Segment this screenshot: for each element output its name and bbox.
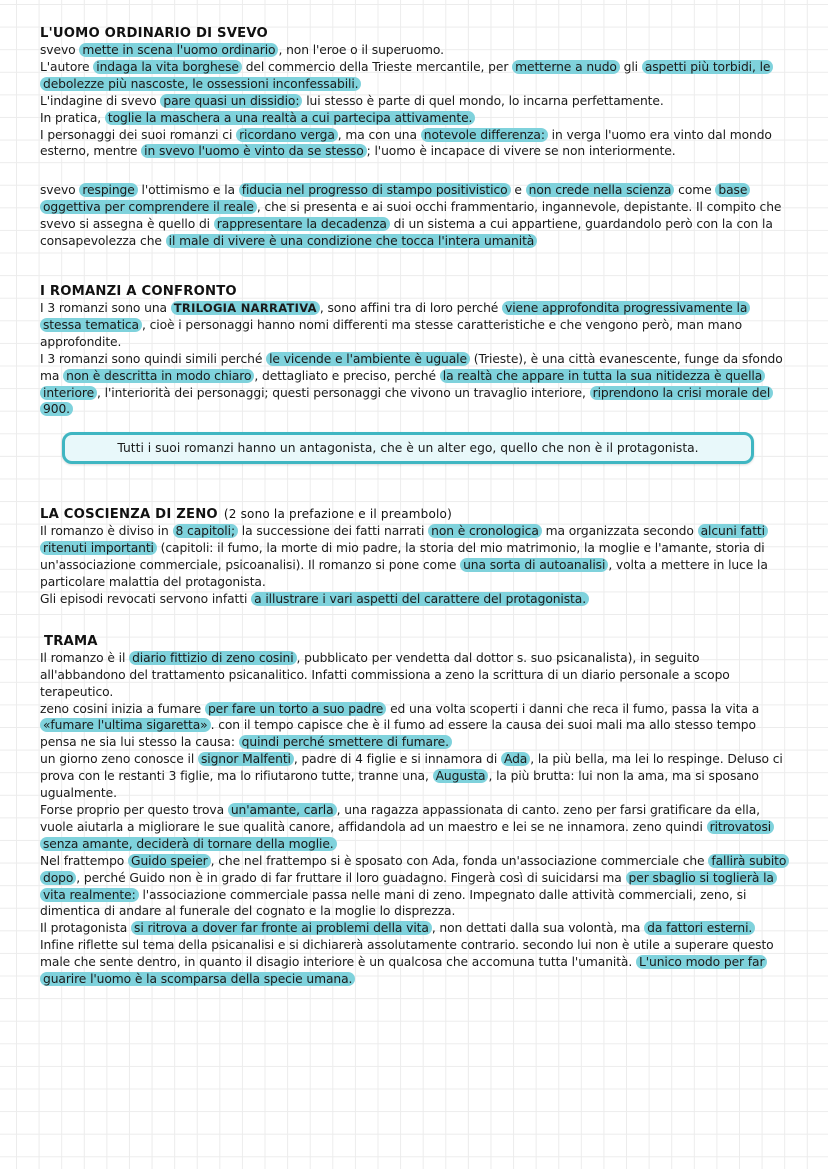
section-romanzi-confronto bbox=[40, 284, 788, 464]
section-subtitle: (2 sono la prefazione e il preambolo) bbox=[223, 507, 452, 522]
text-run: e bbox=[510, 183, 526, 198]
highlighted-text: viene approfondita progressivamente la stessa tematica bbox=[40, 301, 750, 332]
text-run: Il romanzo è diviso in bbox=[40, 524, 173, 539]
highlighted-text: per sbaglio si toglierà la vita realmente: bbox=[40, 871, 777, 902]
text-run: come bbox=[674, 183, 716, 198]
text-run: Il protagonista bbox=[40, 921, 132, 936]
text-run: l'ottimismo e la bbox=[137, 183, 239, 198]
highlighted-text: respinge bbox=[79, 183, 137, 197]
text-run: ed una volta scoperti i danni che reca il fumo, passa la vita a bbox=[386, 701, 760, 716]
highlighted-text: si ritrova a dover far fronte ai problemi della vita bbox=[131, 921, 432, 935]
text-run: , non dettati dalla sua volontà, ma bbox=[431, 921, 645, 936]
text-run: gli bbox=[619, 59, 642, 74]
paragraph bbox=[40, 182, 788, 250]
text-run: lui stesso è parte di quel mondo, lo incarna perfettamente. bbox=[302, 93, 664, 108]
highlighted-text: rappresentare la decadenza bbox=[214, 217, 390, 231]
text-run: Il romanzo è il bbox=[40, 650, 130, 665]
highlighted-text: a illustrare i vari aspetti del carattere del protagonista. bbox=[251, 592, 589, 606]
text-run: Nel frattempo bbox=[40, 853, 129, 868]
text-run: , cioè i personaggi hanno nomi differenti ma stesse caratteristiche e che vengono però, man mano approfondite. bbox=[40, 317, 743, 349]
text-run: ma organizzata secondo bbox=[541, 524, 698, 539]
text-run: , perché Guido non è in grado di far fruttare il loro guadagno. Fingerà così di suicidarsi ma bbox=[76, 870, 626, 885]
text-run: , una ragazza appassionata di canto. zeno per farsi gratificare da ella, vuole aiutarla a migliorare le sue qualità canore, affidandola ad un maestro e lei se ne innamora. zeno quindi bbox=[40, 803, 760, 834]
text-run: Gli episodi revocati servono infatti bbox=[40, 591, 252, 606]
highlighted-text: non è descritta in modo chiaro bbox=[63, 369, 254, 383]
highlighted-text: fallirà subito dopo bbox=[40, 854, 789, 885]
highlighted-text: Guido speier bbox=[128, 854, 211, 868]
section-title: I ROMANZI A CONFRONTO bbox=[40, 283, 237, 299]
section-title: L'UOMO ORDINARIO DI SVEVO bbox=[40, 26, 268, 41]
highlighted-text: notevole differenza: bbox=[421, 128, 548, 142]
text-run: l'associazione commerciale passa nelle mani di zeno. Impegnato dalle attività commerciali, zeno, si dimentica di andare al funerale del cognato e la moglie lo disprezza. bbox=[40, 887, 747, 919]
highlighted-text: fiducia nel progresso di stampo positivistico bbox=[239, 183, 511, 197]
text-run: L'indagine di svevo bbox=[40, 93, 161, 108]
highlighted-text: la realtà che appare in tutta la sua nitidezza è quella interiore bbox=[40, 369, 765, 400]
paragraph bbox=[40, 523, 788, 608]
text-run: la successione dei fatti narrati bbox=[238, 524, 429, 539]
highlighted-text: mette in scena l'uomo ordinario bbox=[79, 43, 278, 57]
text-run: zeno cosini inizia a fumare bbox=[40, 701, 205, 716]
highlighted-text: in svevo l'uomo è vinto da se stesso bbox=[141, 144, 366, 158]
section-uomo-ordinario bbox=[40, 26, 788, 250]
text-run: In pratica, bbox=[40, 110, 105, 125]
text-run: , ma con una bbox=[337, 127, 421, 142]
highlighted-text: ritrovatosi senza amante, deciderà di tornare della moglie. bbox=[40, 820, 774, 851]
highlighted-text: Augusta bbox=[433, 769, 489, 783]
text-run: , la più brutta: lui non la ama, ma si sposano ugualmente. bbox=[40, 769, 759, 801]
highlighted-text: alcuni fatti ritenuti importanti bbox=[40, 524, 768, 555]
section-title: TRAMA bbox=[44, 633, 98, 649]
highlighted-text: base oggettiva per comprendere il reale bbox=[40, 183, 750, 214]
text-run: ; l'uomo è incapace di vivere se non interiormente. bbox=[366, 144, 676, 159]
text-run: I 3 romanzi sono quindi simili perché bbox=[40, 351, 267, 366]
highlighted-text: una sorta di autoanalisi bbox=[460, 558, 608, 572]
section-title-text: LA COSCIENZA DI ZENO bbox=[40, 507, 218, 523]
text-run: L'autore bbox=[40, 59, 94, 74]
text-run: (Trieste), è una città evanescente, funge da sfondo ma bbox=[40, 351, 783, 383]
highlighted-text: le vicende e l'ambiente è uguale bbox=[266, 352, 470, 366]
highlighted-text: «fumare l'ultima sigaretta» bbox=[40, 718, 211, 732]
text-run: , che si presenta e ai suoi occhi frammentario, ingannevole, depistante. Il compito che svevo si assegna è quello di bbox=[40, 200, 782, 232]
highlighted-text: riprendono la crisi morale del 900. bbox=[40, 386, 773, 417]
text-run: , l'interiorità dei personaggi; questi personaggi che vivono un travaglio interiore, bbox=[97, 385, 590, 400]
text-run: , pubblicato per vendetta dal dottor s. suo psicanalista), in seguito all'abbandono del trattamento psicanalitico. Infatti commissiona a zeno la scrittura di un diario personale a scopo terapeutico. bbox=[40, 650, 730, 699]
text-run: , la più bella, ma lei lo respinge. Deluso ci prova con le restanti 3 figlie, ma lo rifiutarono tutte, tranne una, bbox=[40, 752, 783, 784]
section-trama bbox=[40, 634, 788, 988]
highlighted-text: signor Malfenti bbox=[198, 752, 294, 766]
highlighted-text: un'amante, carla bbox=[228, 803, 337, 817]
highlighted-text: da fattori esterni. bbox=[644, 921, 755, 935]
text-run: in verga l'uomo era vinto dal mondo esterno, mentre bbox=[40, 127, 772, 159]
text-run: svevo bbox=[40, 183, 80, 198]
callout-box: Tutti i suoi romanzi hanno un antagonista, che è un alter ego, quello che non è il protagonista. bbox=[62, 432, 754, 464]
highlighted-text: metterne a nudo bbox=[512, 60, 620, 74]
paragraph bbox=[40, 650, 788, 988]
text-run: del commercio della Trieste mercantile, per bbox=[241, 59, 513, 74]
text-run: (capitoli: il fumo, la morte di mio padre, la storia del mio matrimonio, la moglie e l'amante, storia di un'associazione commerciale, psicoanalisi). Il romanzo si pone come bbox=[40, 541, 765, 573]
text-run: , sono affini tra di loro perché bbox=[319, 300, 503, 315]
text-run: un giorno zeno conosce il bbox=[40, 752, 198, 767]
text-run: , che nel frattempo si è sposato con Ada, fonda un'associazione commerciale che bbox=[210, 853, 709, 868]
highlighted-text: il male di vivere è una condizione che tocca l'intera umanità bbox=[166, 234, 538, 248]
text-run: Forse proprio per questo trova bbox=[40, 803, 228, 817]
text-run: I 3 romanzi sono una bbox=[40, 300, 171, 315]
text-run: , dettagliato e preciso, perché bbox=[254, 368, 440, 383]
highlighted-text: pare quasi un dissidio: bbox=[160, 94, 302, 108]
section-title bbox=[40, 506, 788, 523]
text-run: Infine riflette sul tema della psicanalisi e si dichiarerà assolutamente contrario. secondo lui non è utile a superare questo male che sente dentro, in quanto il disagio interiore è un qualcosa che accomuna tutta l'umanità. bbox=[40, 938, 774, 970]
highlighted-text: indaga la vita borghese bbox=[93, 60, 242, 74]
paragraph bbox=[40, 42, 788, 160]
highlighted-text: 8 capitoli; bbox=[173, 524, 238, 538]
text-run: . con il tempo capisce che è il fumo ad essere la causa dei suoi mali ma allo stesso tempo pensa ne sia lui stesso la causa: bbox=[40, 718, 756, 750]
highlighted-text: per fare un torto a suo padre bbox=[205, 702, 386, 716]
highlighted-text: toglie la maschera a una realtà a cui partecipa attivamente. bbox=[105, 111, 475, 125]
text-run: , volta a mettere in luce la particolare malattia del protagonista. bbox=[40, 558, 768, 590]
highlighted-text: TRILOGIA NARRATIVA bbox=[171, 301, 320, 315]
highlighted-text: aspetti più torbidi, le debolezze più nascoste, le ossessioni inconfessabili. bbox=[40, 60, 773, 91]
section-coscienza-di-zeno bbox=[40, 506, 788, 608]
text-run: , non l'eroe o il superuomo. bbox=[278, 43, 444, 57]
highlighted-text: L'unico modo per far guarire l'uomo è la scomparsa della specie umana. bbox=[40, 955, 767, 986]
highlighted-text: quindi perché smettere di fumare. bbox=[239, 735, 452, 749]
text-run: di un sistema a cui appartiene, guardandolo però con la con la consapevolezza che bbox=[40, 217, 773, 249]
text-run: svevo bbox=[40, 43, 80, 57]
highlighted-text: Ada bbox=[501, 752, 530, 766]
text-run: , padre di 4 figlie e si innamora di bbox=[293, 752, 501, 767]
highlighted-text: diario fittizio di zeno cosini bbox=[129, 651, 296, 665]
text-run: I personaggi dei suoi romanzi ci bbox=[40, 127, 237, 142]
highlighted-text: ricordano verga bbox=[236, 128, 338, 142]
highlighted-text: non crede nella scienza bbox=[526, 183, 675, 197]
highlighted-text: non è cronologica bbox=[428, 524, 542, 538]
paragraph bbox=[40, 300, 788, 418]
